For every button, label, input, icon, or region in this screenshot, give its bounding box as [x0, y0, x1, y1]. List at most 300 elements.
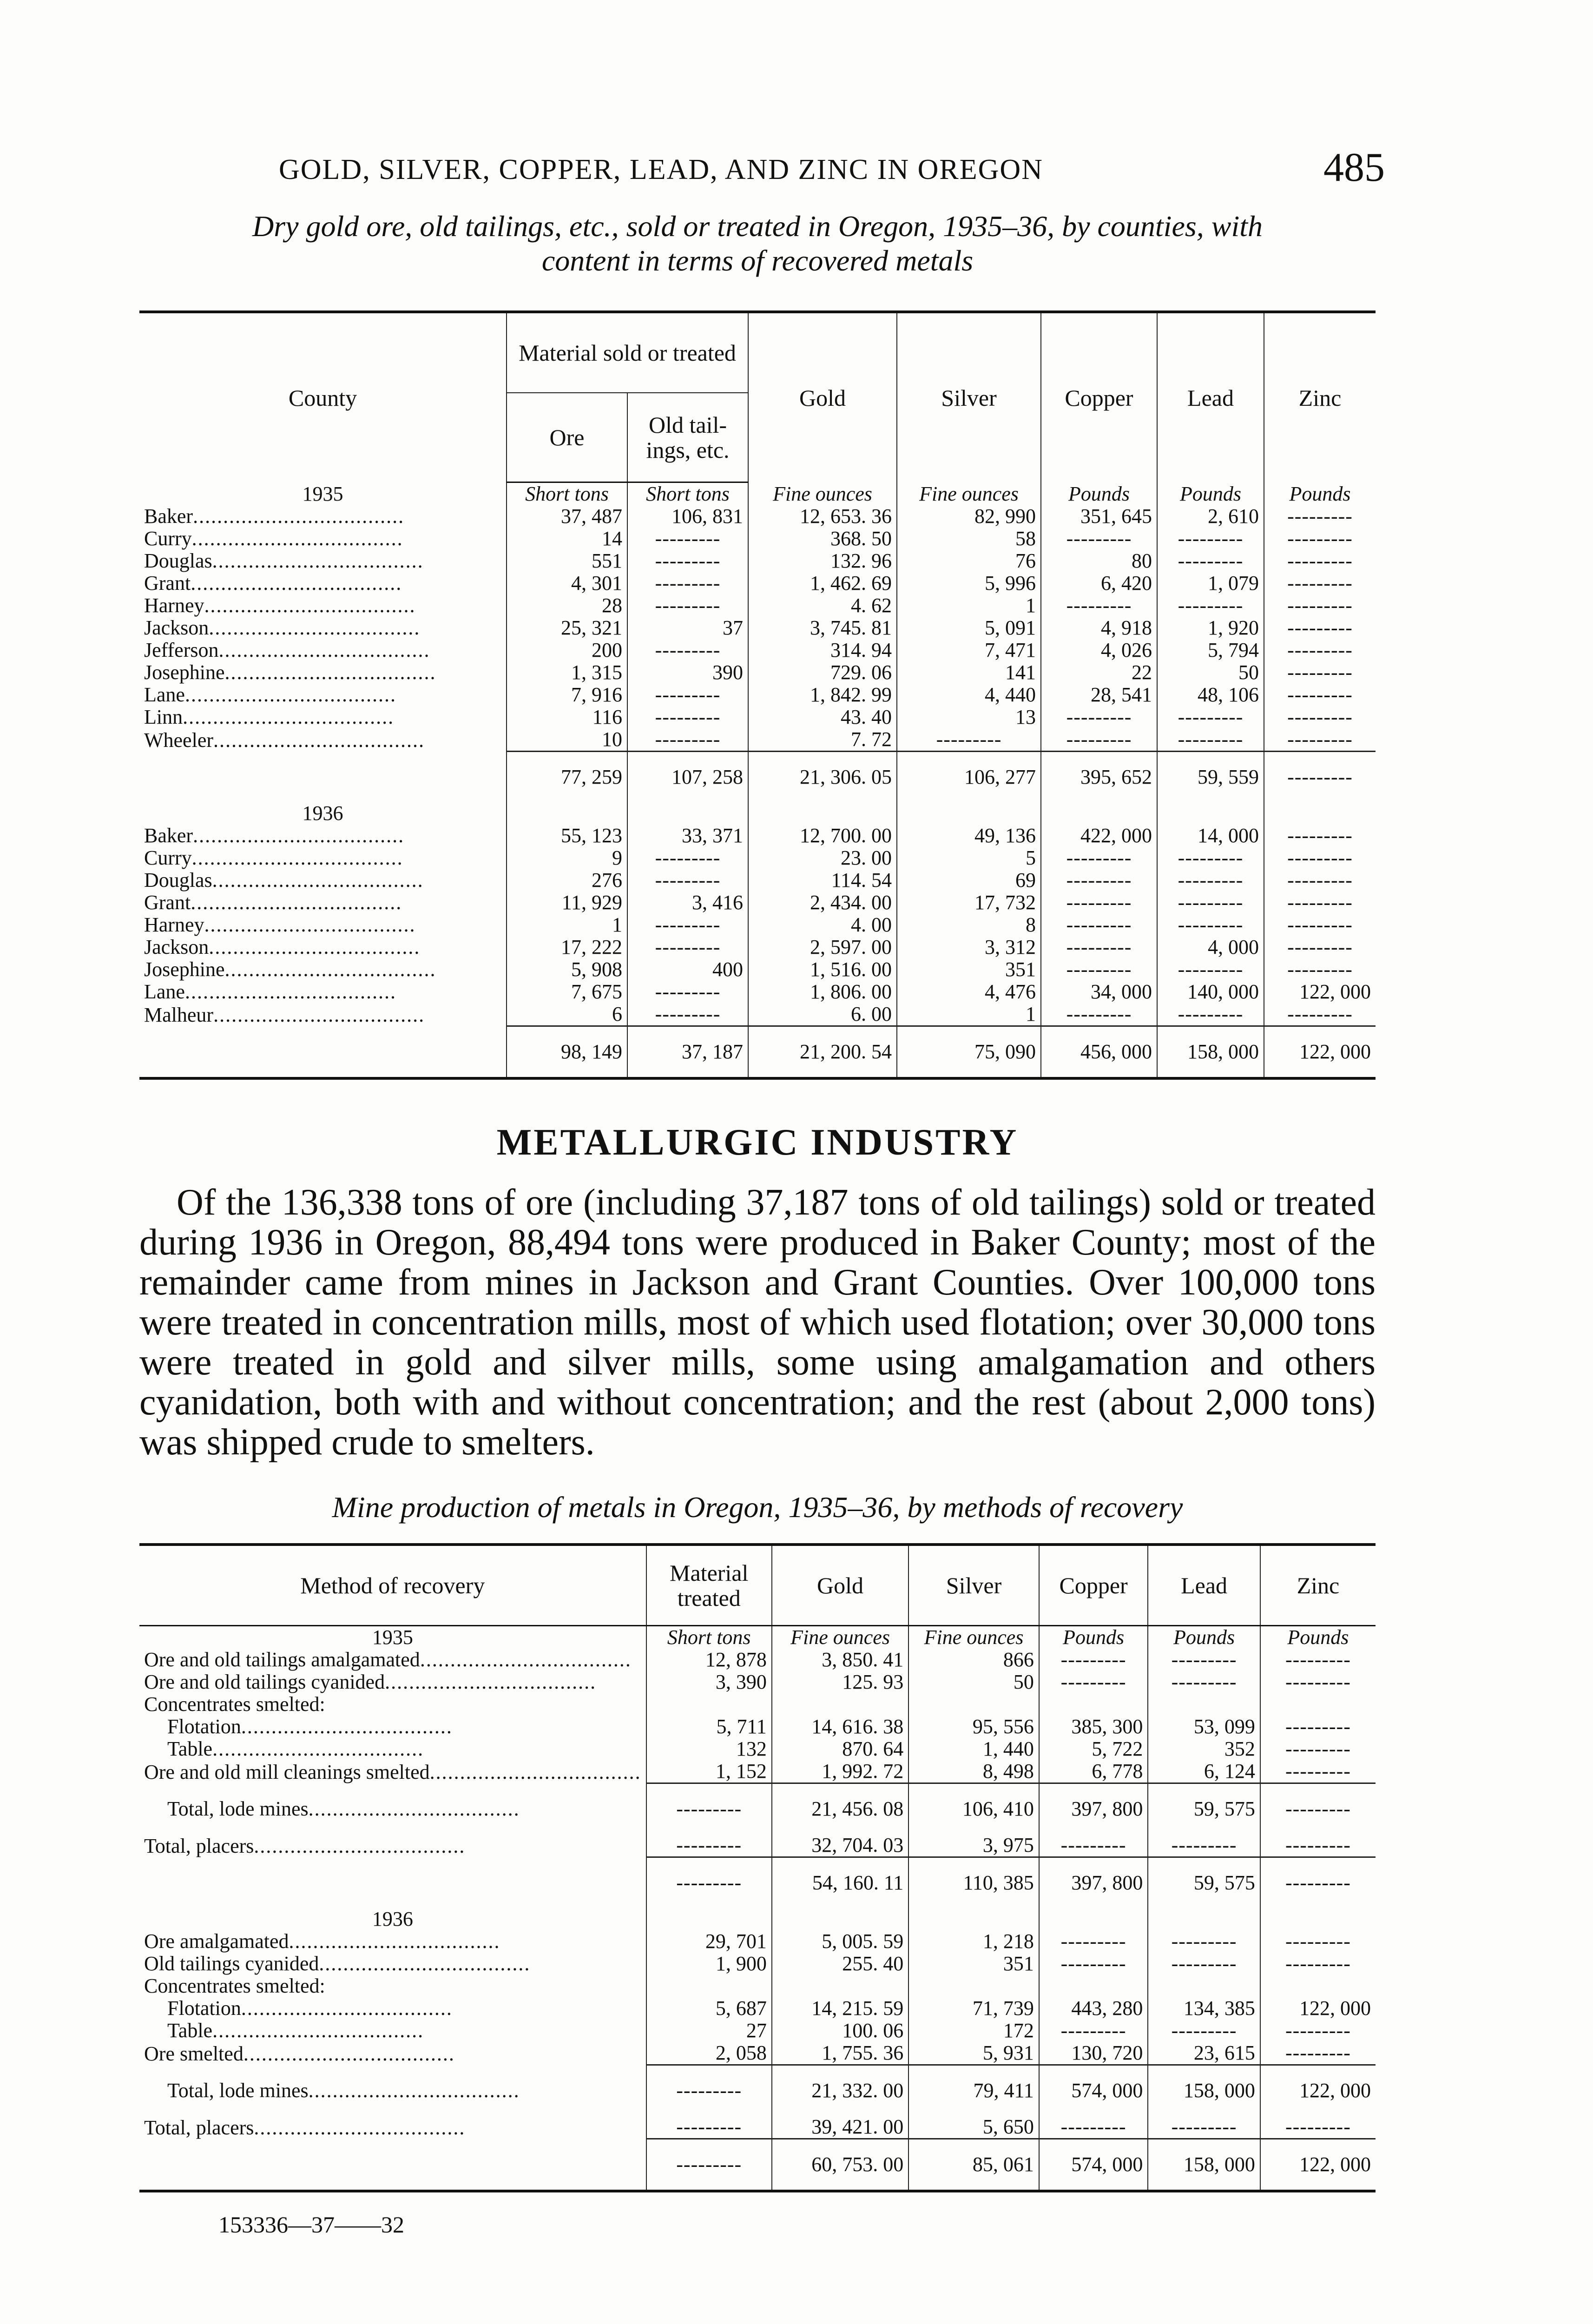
leader-dots: ...................................	[218, 639, 430, 661]
header-copper-2: Copper	[1039, 1545, 1148, 1626]
spacer-cell	[772, 1908, 908, 1930]
empty-cell: ---------	[1148, 2116, 1260, 2139]
county-name	[139, 684, 507, 706]
grand-total-value: 158, 000	[1148, 2139, 1260, 2192]
county-label: Lane	[144, 684, 185, 706]
leader-dots: ...................................	[308, 1797, 520, 1820]
value-cell: 76	[897, 550, 1041, 572]
county-name	[139, 869, 507, 891]
value-cell: 69	[897, 869, 1041, 891]
county-label: Douglas	[144, 869, 212, 891]
method-label-cell	[139, 1649, 646, 1671]
value-cell: 6	[507, 1003, 627, 1026]
running-head-title: GOLD, SILVER, COPPER, LEAD, AND ZINC IN OREGON	[279, 154, 1043, 185]
method-label: Total, placers	[144, 1834, 254, 1857]
empty-cell: ---------	[1264, 914, 1376, 936]
value-cell: 43. 40	[748, 706, 897, 728]
table-row	[139, 1649, 1376, 1671]
total-value: 21, 456. 08	[772, 1783, 908, 1835]
method-label-cell	[139, 1930, 646, 1953]
county-name	[139, 617, 507, 639]
total-value: 77, 259	[507, 752, 627, 803]
county-name	[139, 936, 507, 958]
leader-dots: ...................................	[212, 1738, 424, 1760]
empty-cell: ---------	[1260, 1783, 1376, 1835]
county-label: Baker	[144, 505, 193, 528]
table-row	[139, 684, 1376, 706]
leader-dots: ...................................	[224, 661, 436, 684]
table2-caption: Mine production of metals in Oregon, 1935–36, by methods of recovery	[332, 1491, 1183, 1524]
empty-cell: ---------	[1157, 914, 1264, 936]
county-name	[139, 639, 507, 661]
header-copper: Copper	[1041, 312, 1157, 482]
table-row	[139, 958, 1376, 981]
grand-total-value: 110, 385	[908, 1857, 1039, 1908]
county-label: Curry	[144, 847, 192, 869]
leader-dots: ...................................	[254, 1834, 466, 1857]
value-cell: 1, 516. 00	[748, 958, 897, 981]
empty-cell: ---------	[1264, 847, 1376, 869]
value-cell: 5, 091	[897, 617, 1041, 639]
empty-cell: ---------	[1148, 1649, 1260, 1671]
value-cell: 2, 058	[646, 2042, 772, 2065]
value-cell: 14, 616. 38	[772, 1716, 908, 1738]
year-label-1935: 1935	[372, 1626, 413, 1649]
empty-cell: ---------	[1157, 847, 1264, 869]
table-row	[139, 594, 1376, 617]
total-value: 59, 575	[1148, 1783, 1260, 1835]
county-name	[139, 847, 507, 869]
empty-cell: ---------	[1264, 505, 1376, 528]
empty-cell: ---------	[1041, 914, 1157, 936]
header-lead-2: Lead	[1148, 1545, 1260, 1626]
empty-cell: ---------	[1264, 825, 1376, 847]
spacer-cell	[772, 1693, 908, 1716]
spacer-cell	[772, 1975, 908, 1997]
value-cell: 4, 476	[897, 981, 1041, 1003]
total-label-empty	[139, 752, 507, 803]
unit-label: Short tons	[627, 482, 748, 506]
value-cell: 134, 385	[1148, 1997, 1260, 2020]
method-label-cell	[139, 2065, 646, 2116]
empty-cell: ---------	[627, 528, 748, 550]
empty-cell: ---------	[1039, 1953, 1148, 1975]
header-ore: Ore	[507, 393, 627, 482]
value-cell: 4, 918	[1041, 617, 1157, 639]
empty-cell: ---------	[1264, 528, 1376, 550]
table-row	[139, 617, 1376, 639]
empty-cell: ---------	[1039, 1930, 1148, 1953]
leader-dots: ...................................	[191, 572, 402, 594]
leader-dots: ...................................	[209, 617, 421, 639]
leader-dots: ...................................	[204, 914, 416, 936]
empty-cell: ---------	[1264, 594, 1376, 617]
table-row	[139, 505, 1376, 528]
empty-cell: ---------	[1264, 661, 1376, 684]
county-name	[139, 594, 507, 617]
value-cell: 2, 597. 00	[748, 936, 897, 958]
value-cell: 7, 675	[507, 981, 627, 1003]
units-row	[139, 1626, 1376, 1649]
empty-cell: ---------	[1148, 1671, 1260, 1693]
spacer-cell	[646, 1693, 772, 1716]
table-row	[139, 572, 1376, 594]
spacer-cell	[1039, 1975, 1148, 1997]
spacer-cell	[507, 802, 627, 825]
empty-cell: ---------	[1041, 936, 1157, 958]
spacer-cell	[748, 802, 897, 825]
leader-dots: ...................................	[420, 1649, 632, 1671]
county-label: Harney	[144, 914, 204, 936]
method-label-cell	[139, 1716, 646, 1738]
leader-dots: ...................................	[213, 728, 425, 752]
empty-cell: ---------	[627, 684, 748, 706]
value-cell: 28, 541	[1041, 684, 1157, 706]
leader-dots: ...................................	[429, 1760, 641, 1783]
empty-cell: ---------	[1041, 1003, 1157, 1026]
section-title: METALLURGIC INDUSTRY	[496, 1122, 1019, 1163]
county-name	[139, 728, 507, 752]
county-label: Curry	[144, 528, 192, 550]
header-old-tailings: Old tail- ings, etc.	[627, 393, 748, 482]
empty-cell: ---------	[1157, 891, 1264, 914]
value-cell: 3, 850. 41	[772, 1649, 908, 1671]
empty-cell: ---------	[1157, 706, 1264, 728]
value-cell: 8, 498	[908, 1760, 1039, 1783]
value-cell: 422, 000	[1041, 825, 1157, 847]
table1-caption	[139, 209, 1376, 278]
empty-cell: ---------	[1264, 684, 1376, 706]
value-cell: 385, 300	[1039, 1716, 1148, 1738]
unit-label: Pounds	[1041, 482, 1157, 506]
value-cell: 1, 440	[908, 1738, 1039, 1760]
table-row	[139, 2042, 1376, 2065]
value-cell: 172	[908, 2020, 1039, 2042]
spacer-cell	[1148, 1975, 1260, 1997]
value-cell: 400	[627, 958, 748, 981]
empty-cell: ---------	[1260, 1953, 1376, 1975]
value-cell: 1, 755. 36	[772, 2042, 908, 2065]
grand-total-row	[139, 2139, 1376, 2192]
total-value: 98, 149	[507, 1026, 627, 1079]
value-cell: 5, 996	[897, 572, 1041, 594]
header-zinc-2: Zinc	[1260, 1545, 1376, 1626]
total-value: 395, 652	[1041, 752, 1157, 803]
value-cell: 34, 000	[1041, 981, 1157, 1003]
empty-cell: ---------	[1041, 847, 1157, 869]
table-row	[139, 1997, 1376, 2020]
method-label-cell	[139, 2116, 646, 2139]
empty-cell: ---------	[627, 728, 748, 752]
empty-cell: ---------	[1039, 1834, 1148, 1857]
empty-cell: ---------	[1264, 617, 1376, 639]
value-cell: 6, 420	[1041, 572, 1157, 594]
empty-cell: ---------	[1041, 594, 1157, 617]
method-label-cell	[139, 1671, 646, 1693]
value-cell: 5, 005. 59	[772, 1930, 908, 1953]
empty-cell: ---------	[627, 706, 748, 728]
leader-dots: ...................................	[191, 891, 402, 914]
county-name	[139, 958, 507, 981]
empty-cell: ---------	[1041, 869, 1157, 891]
page-footer-code: 153336—37——32	[218, 2212, 404, 2238]
value-cell: 1, 315	[507, 661, 627, 684]
empty-cell: ---------	[1148, 2020, 1260, 2042]
value-cell: 7, 916	[507, 684, 627, 706]
empty-cell: ---------	[1260, 1738, 1376, 1760]
table-row	[139, 825, 1376, 847]
leader-dots: ...................................	[385, 1671, 597, 1693]
value-cell: 55, 123	[507, 825, 627, 847]
page-number: 485	[1323, 145, 1385, 190]
empty-cell: ---------	[627, 981, 748, 1003]
spacer-cell	[1148, 1693, 1260, 1716]
value-cell: 1	[897, 1003, 1041, 1026]
value-cell: 4, 301	[507, 572, 627, 594]
county-label: Harney	[144, 594, 204, 617]
county-name	[139, 505, 507, 528]
unit-label: Fine ounces	[748, 482, 897, 506]
total-value: 21, 332. 00	[772, 2065, 908, 2116]
value-cell: 5, 908	[507, 958, 627, 981]
table-row	[139, 1693, 1376, 1716]
value-cell: 6. 00	[748, 1003, 897, 1026]
grand-total-value: 60, 753. 00	[772, 2139, 908, 2192]
county-label: Grant	[144, 572, 191, 594]
value-cell: 276	[507, 869, 627, 891]
county-name	[139, 1003, 507, 1026]
value-cell: 10	[507, 728, 627, 752]
value-cell: 22	[1041, 661, 1157, 684]
value-cell: 12, 878	[646, 1649, 772, 1671]
table-row	[139, 891, 1376, 914]
spacer-cell	[1260, 1908, 1376, 1930]
leader-dots: ...................................	[183, 706, 395, 728]
empty-cell: ---------	[1039, 2116, 1148, 2139]
empty-cell: ---------	[1260, 1649, 1376, 1671]
value-cell: 5, 794	[1157, 639, 1264, 661]
table-row	[139, 847, 1376, 869]
method-label: Table	[167, 2020, 213, 2042]
empty-cell: ---------	[1157, 550, 1264, 572]
county-label: Douglas	[144, 550, 212, 572]
grand-total-value: 54, 160. 11	[772, 1857, 908, 1908]
units-row	[139, 482, 1376, 506]
value-cell: 114. 54	[748, 869, 897, 891]
empty-cell: ---------	[1041, 706, 1157, 728]
county-name	[139, 706, 507, 728]
empty-cell: ---------	[1264, 958, 1376, 981]
value-cell: 80	[1041, 550, 1157, 572]
value-cell: 8	[897, 914, 1041, 936]
method-label-cell	[139, 2042, 646, 2065]
spacer-cell	[1039, 1693, 1148, 1716]
value-cell: 12, 653. 36	[748, 505, 897, 528]
value-cell: 5, 711	[646, 1716, 772, 1738]
value-cell: 14	[507, 528, 627, 550]
leader-dots: ...................................	[254, 2116, 466, 2139]
leader-dots: ...................................	[204, 594, 416, 617]
total-value: 158, 000	[1157, 1026, 1264, 1079]
method-label: Ore and old tailings cyanided	[144, 1671, 385, 1693]
table-row	[139, 1003, 1376, 1026]
value-cell: 1, 992. 72	[772, 1760, 908, 1783]
table-row	[139, 1975, 1376, 1997]
grand-total-value: 574, 000	[1039, 2139, 1148, 2192]
grand-total-value: 59, 575	[1148, 1857, 1260, 1908]
method-label: Flotation	[167, 1997, 241, 2020]
empty-cell: ---------	[1148, 1953, 1260, 1975]
total-value: 5, 650	[908, 2116, 1039, 2139]
lode-total-row	[139, 1783, 1376, 1835]
header-method: Method of recovery	[139, 1545, 646, 1626]
value-cell: 37	[627, 617, 748, 639]
value-cell: 351	[897, 958, 1041, 981]
value-cell: 14, 000	[1157, 825, 1264, 847]
empty-cell: ---------	[1157, 869, 1264, 891]
value-cell: 4, 026	[1041, 639, 1157, 661]
value-cell: 11, 929	[507, 891, 627, 914]
leader-dots: ...................................	[193, 505, 405, 528]
leader-dots: ...................................	[241, 1997, 453, 2020]
total-value: 59, 559	[1157, 752, 1264, 803]
value-cell: 25, 321	[507, 617, 627, 639]
header-silver-2: Silver	[908, 1545, 1039, 1626]
county-label: Lane	[144, 981, 185, 1003]
empty-cell: ---------	[1041, 728, 1157, 752]
empty-cell: ---------	[1260, 1930, 1376, 1953]
grand-total-label-empty	[139, 2139, 646, 2192]
value-cell: 1, 218	[908, 1930, 1039, 1953]
total-row	[139, 1026, 1376, 1079]
value-cell: 7. 72	[748, 728, 897, 752]
unit-label: Fine ounces	[897, 482, 1041, 506]
value-cell: 351	[908, 1953, 1039, 1975]
unit-label: Pounds	[1260, 1626, 1376, 1649]
leader-dots: ...................................	[241, 1716, 453, 1738]
header-lead: Lead	[1157, 312, 1264, 482]
spacer-cell	[646, 1908, 772, 1930]
empty-cell: ---------	[646, 1857, 772, 1908]
empty-cell: ---------	[1264, 891, 1376, 914]
value-cell: 1, 842. 99	[748, 684, 897, 706]
spacer-cell	[1041, 802, 1157, 825]
value-cell: 1, 462. 69	[748, 572, 897, 594]
unit-label: Short tons	[507, 482, 627, 506]
table-row	[139, 661, 1376, 684]
total-label-empty	[139, 1026, 507, 1079]
table-row	[139, 981, 1376, 1003]
header-zinc: Zinc	[1264, 312, 1376, 482]
leader-dots: ...................................	[184, 684, 396, 706]
value-cell: 866	[908, 1649, 1039, 1671]
value-cell: 13	[897, 706, 1041, 728]
value-cell: 82, 990	[897, 505, 1041, 528]
table-row	[139, 1671, 1376, 1693]
empty-cell: ---------	[1260, 1716, 1376, 1738]
table-row	[139, 936, 1376, 958]
empty-cell: ---------	[627, 847, 748, 869]
method-label: Ore smelted	[144, 2042, 244, 2065]
empty-cell: ---------	[1041, 958, 1157, 981]
method-label-cell	[139, 1783, 646, 1835]
leader-dots: ...................................	[191, 847, 403, 869]
table-row	[139, 1760, 1376, 1783]
county-name	[139, 981, 507, 1003]
value-cell: 125. 93	[772, 1671, 908, 1693]
method-label: Ore and old tailings amalgamated	[144, 1649, 420, 1671]
value-cell: 351, 645	[1041, 505, 1157, 528]
county-table	[139, 310, 1376, 1080]
total-value: 75, 090	[897, 1026, 1041, 1079]
total-value: 122, 000	[1264, 1026, 1376, 1079]
empty-cell: ---------	[646, 2116, 772, 2139]
value-cell: 6, 124	[1148, 1760, 1260, 1783]
method-label: Ore and old mill cleanings smelted	[144, 1760, 430, 1783]
total-value: 158, 000	[1148, 2065, 1260, 2116]
value-cell: 4, 440	[897, 684, 1041, 706]
empty-cell: ---------	[627, 639, 748, 661]
value-cell: 1	[897, 594, 1041, 617]
placer-total-row	[139, 1834, 1376, 1857]
header-county: County	[139, 312, 507, 482]
grand-total-label-empty	[139, 1857, 646, 1908]
method-label: Old tailings cyanided	[144, 1953, 319, 1975]
value-cell: 368. 50	[748, 528, 897, 550]
leader-dots: ...................................	[212, 869, 424, 891]
empty-cell: ---------	[897, 728, 1041, 752]
value-cell: 314. 94	[748, 639, 897, 661]
value-cell: 9	[507, 847, 627, 869]
empty-cell: ---------	[1264, 572, 1376, 594]
value-cell: 255. 40	[772, 1953, 908, 1975]
value-cell: 132	[646, 1738, 772, 1760]
year-label-1935: 1935	[302, 482, 343, 505]
method-label-cell	[139, 1953, 646, 1975]
empty-cell: ---------	[1260, 1857, 1376, 1908]
unit-label: Short tons	[646, 1626, 772, 1649]
table-row	[139, 914, 1376, 936]
total-row	[139, 752, 1376, 803]
leader-dots: ...................................	[212, 2020, 424, 2042]
spacer-cell	[1039, 1908, 1148, 1930]
leader-dots: ...................................	[224, 958, 436, 981]
value-cell: 53, 099	[1148, 1716, 1260, 1738]
empty-cell: ---------	[1260, 1671, 1376, 1693]
value-cell: 130, 720	[1039, 2042, 1148, 2065]
total-value: 39, 421. 00	[772, 2116, 908, 2139]
value-cell: 3, 745. 81	[748, 617, 897, 639]
county-name	[139, 661, 507, 684]
value-cell: 443, 280	[1039, 1997, 1148, 2020]
unit-label: Fine ounces	[772, 1626, 908, 1649]
spacer-cell	[1264, 802, 1376, 825]
empty-cell: ---------	[1148, 1930, 1260, 1953]
placer-total-row	[139, 2116, 1376, 2139]
spacer-cell	[908, 1693, 1039, 1716]
empty-cell: ---------	[627, 936, 748, 958]
value-cell: 140, 000	[1157, 981, 1264, 1003]
value-cell: 4. 00	[748, 914, 897, 936]
empty-cell: ---------	[1264, 639, 1376, 661]
empty-cell: ---------	[1264, 752, 1376, 803]
empty-cell: ---------	[1260, 2020, 1376, 2042]
value-cell: 37, 487	[507, 505, 627, 528]
method-label: Total, lode mines	[167, 1797, 309, 1820]
value-cell: 71, 739	[908, 1997, 1039, 2020]
spacer-cell	[897, 802, 1041, 825]
header-material: Material sold or treated	[507, 312, 748, 393]
